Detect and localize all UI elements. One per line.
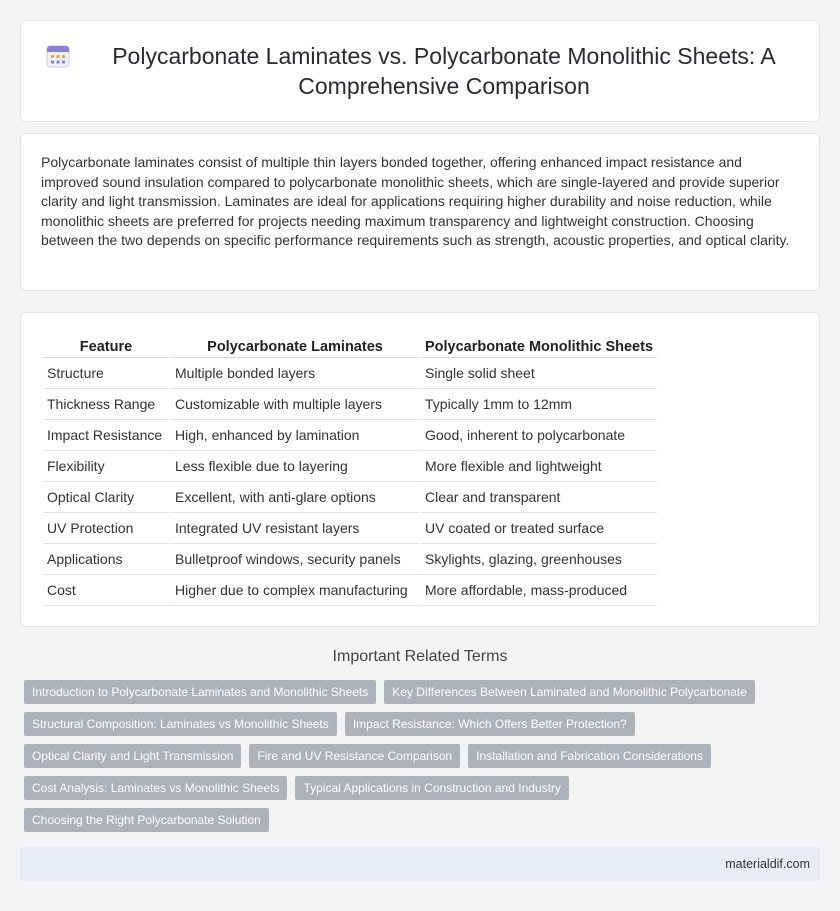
related-term-tag[interactable]: Structural Composition: Laminates vs Monolithic Sheets <box>24 712 337 736</box>
page-title: Polycarbonate Laminates vs. Polycarbonate Monolithic Sheets: A Comprehensive Comparison <box>112 43 776 99</box>
table-row <box>43 389 657 420</box>
table-cell: Bulletproof windows, security panels <box>171 544 419 575</box>
table-row <box>43 544 657 575</box>
comparison-table-card <box>20 312 820 627</box>
table-row <box>43 420 657 451</box>
table-cell: High, enhanced by lamination <box>171 420 419 451</box>
comparison-table <box>41 331 659 606</box>
intro-paragraph: Polycarbonate laminates consist of multiple thin layers bonded together, offering enhanced impact resistance and improved sound insulation compared to polycarbonate monolithic sheets, which are single-layered and provide superior clarity and light transmission. Laminates are ideal for applications requiring higher durability and noise reduction, while monolithic sheets are preferred for projects needing maximum transparency and lightweight construction. Choosing between the two depends on specific performance requirements such as strength, acoustic properties, and optical clarity. <box>41 154 790 249</box>
related-terms-heading: Important Related Terms <box>332 648 508 665</box>
column-header: Polycarbonate Monolithic Sheets <box>421 331 657 358</box>
table-row <box>43 482 657 513</box>
table-cell: Cost <box>43 575 169 606</box>
related-term-tag[interactable]: Installation and Fabrication Considerations <box>468 744 711 768</box>
header-card <box>20 20 820 122</box>
table-row <box>43 451 657 482</box>
table-row <box>43 513 657 544</box>
related-term-tag[interactable]: Optical Clarity and Light Transmission <box>24 744 241 768</box>
table-cell: Applications <box>43 544 169 575</box>
related-term-tag[interactable]: Cost Analysis: Laminates vs Monolithic Sheets <box>24 776 287 800</box>
related-term-tag[interactable]: Key Differences Between Laminated and Monolithic Polycarbonate <box>384 680 755 704</box>
related-term-tag[interactable]: Impact Resistance: Which Offers Better Protection? <box>345 712 635 736</box>
table-cell: Customizable with multiple layers <box>171 389 419 420</box>
column-header: Feature <box>43 331 169 358</box>
related-term-tag[interactable]: Choosing the Right Polycarbonate Solution <box>24 808 269 832</box>
related-term-tag[interactable]: Introduction to Polycarbonate Laminates and Monolithic Sheets <box>24 680 376 704</box>
table-cell: Higher due to complex manufacturing <box>171 575 419 606</box>
calendar-icon <box>45 43 71 69</box>
table-cell: Less flexible due to layering <box>171 451 419 482</box>
table-cell: Structure <box>43 358 169 389</box>
table-cell: UV Protection <box>43 513 169 544</box>
related-term-tag[interactable]: Fire and UV Resistance Comparison <box>249 744 460 768</box>
table-cell: More flexible and lightweight <box>421 451 657 482</box>
table-row <box>43 575 657 606</box>
table-cell: Thickness Range <box>43 389 169 420</box>
table-header-row <box>43 331 657 358</box>
footer-site-link[interactable]: materialdif.com <box>725 857 810 871</box>
table-cell: Multiple bonded layers <box>171 358 419 389</box>
table-cell: UV coated or treated surface <box>421 513 657 544</box>
table-cell: Good, inherent to polycarbonate <box>421 420 657 451</box>
footer <box>20 847 820 881</box>
table-cell: Optical Clarity <box>43 482 169 513</box>
related-terms-list <box>24 680 804 840</box>
table-cell: More affordable, mass-produced <box>421 575 657 606</box>
table-cell: Typically 1mm to 12mm <box>421 389 657 420</box>
intro-card <box>20 133 820 291</box>
table-cell: Integrated UV resistant layers <box>171 513 419 544</box>
table-row <box>43 358 657 389</box>
table-cell: Skylights, glazing, greenhouses <box>421 544 657 575</box>
related-term-tag[interactable]: Typical Applications in Construction and Industry <box>295 776 568 800</box>
table-cell: Impact Resistance <box>43 420 169 451</box>
table-cell: Excellent, with anti-glare options <box>171 482 419 513</box>
column-header: Polycarbonate Laminates <box>171 331 419 358</box>
table-cell: Clear and transparent <box>421 482 657 513</box>
table-cell: Single solid sheet <box>421 358 657 389</box>
table-cell: Flexibility <box>43 451 169 482</box>
